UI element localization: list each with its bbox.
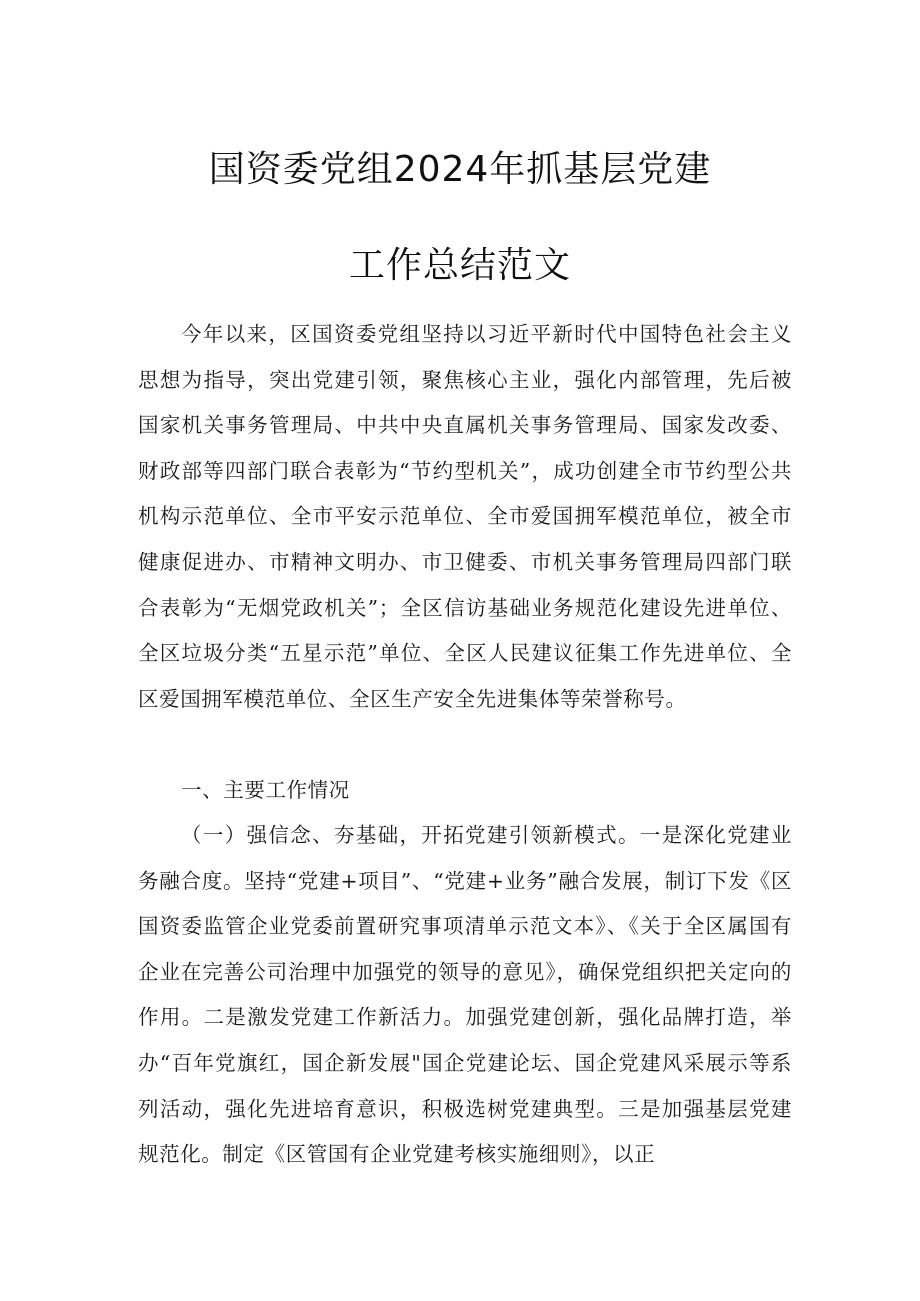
- section-paragraph: （一）强信念、夯基础，开拓党建引领新模式。一是深化党建业务融合度。坚持“党建+项目”、“党建+业务”融合发展，制订下发《区国资委监管企业党委前置研究事项清单示范文本》、《关于全区属国有企业在完善公司治理中加强党的领导的意见》，确保党组织把关定向的作用。二是激发党建工作新活力。加强党建创新，强化品牌打造，举办“百年党旗红，国企新发展"国企党建论坛、国企党建风采展示等系列活动，强化先进培育意识，积极选树党建典型。三是加强基层党建规范化。制定《区管国有企业党建考核实施细则》，以正: [138, 823, 792, 1167]
- intro-paragraph: 今年以来，区国资委党组坚持以习近平新时代中国特色社会主义思想为指导，突出党建引领，聚焦核心主业，强化内部管理，先后被国家机关事务管理局、中共中央直属机关事务管理局、国家发改委、财政部等四部门联合表彰为“节约型机关”，成功创建全市节约型公共机构示范单位、全市平安示范单位、全市爱国拥军模范单位，被全市健康促进办、市精神文明办、市卫健委、市机关事务管理局四部门联合表彰为“无烟党政机关”；全区信访基础业务规范化建设先进单位、全区垃圾分类“五星示范”单位、全区人民建议征集工作先进单位、全区爱国拥军模范单位、全区生产安全先进集体等荣誉称号。: [138, 322, 792, 711]
- document-title-line2: 工作总结范文: [348, 245, 571, 286]
- document-title-line1: 国资委党组2024年抓基层党建: [208, 149, 712, 190]
- section-heading: 一、主要工作情况: [181, 778, 350, 802]
